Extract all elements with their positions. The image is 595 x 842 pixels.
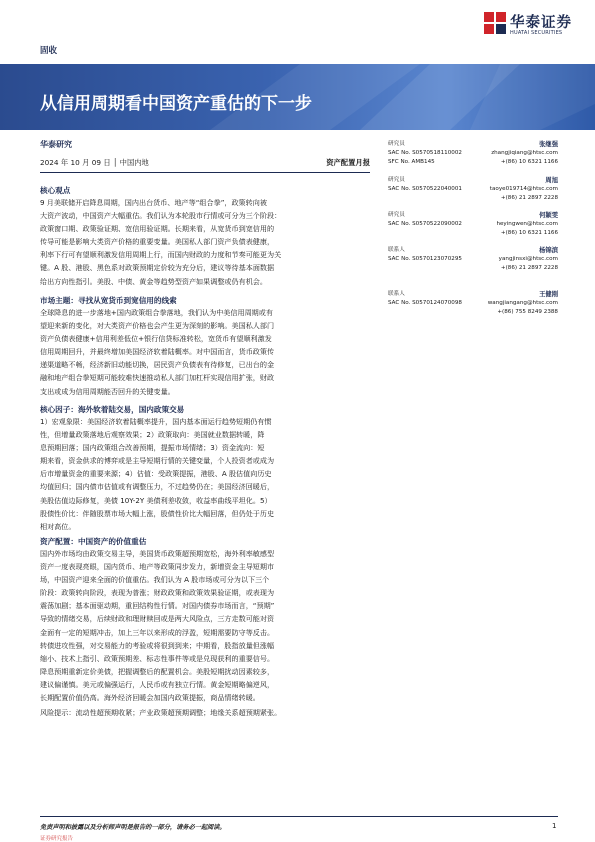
analyst-sac: SAC No. S0570123070295 [388,256,462,262]
analyst-phone: +(86) 755 8249 2388 [497,309,558,315]
analyst-role: 研究员 [388,177,405,183]
analyst-email[interactable]: yangjinsxi@htsc.com [498,256,558,262]
analyst-panel [388,140,558,350]
analyst-email[interactable]: taoye019714@htsc.com [489,186,558,192]
analyst-phone: +(86) 21 2897 2228 [500,195,558,201]
text-line: 长期配置价值仍高。海外经济回暖会加国内政策提振，商品情绪转暖。 [40,693,260,703]
section-heading-core-factors: 核心因子：海外软着陆交易，国内政策交易 [40,405,185,414]
text-line: 利率下行可有望顺利激发信用周期上行，而国内财政的力度和节奏可能更为关 [40,250,282,260]
text-line: 导致的情绪交易，后续财政和理财赎回或是两大风险点，三方走数可能对资 [40,614,275,624]
meta-row [40,156,370,173]
text-line: 建议偏谨慎。美元或偏强运行，人民币或有独立行情。黄金短期略偏逆风， [40,679,275,689]
analyst-sac: SAC No. S0570522090002 [388,221,462,227]
report-type: 资产配置月报 [326,158,370,167]
text-line: 震荡加剧；基本面驱动期，重回结构性行情。对国内债券市场而言，“预期” [40,601,275,611]
analyst-sac: SAC No. S0570124070098 [388,300,462,306]
text-line: 缩小、技术上指引、政策预期差、标志性事件等或是兑现获利的重要信号。 [40,653,275,663]
section-body-market-theme [40,306,372,398]
text-line: 支出或成为信用周期能否回升的关键变量。 [40,386,175,396]
title-banner [0,64,595,130]
logo-text-cn: 华泰证券 [510,15,572,31]
analyst-name: 王健刚 [539,291,558,298]
footer-divider [40,816,558,817]
analyst-phone: +(86) 10 6321 1166 [500,159,558,165]
analyst-name: 杨锦滨 [539,247,558,254]
research-org: 华泰研究 [40,140,72,149]
section-body-core-factors [40,415,372,533]
text-line: 风险提示：流动性超预期收紧；产业政策超预期调整；地缘关系超预期紧张。 [40,708,282,717]
section-heading-asset-allocation: 资产配置：中国资产的价值重估 [40,537,147,546]
text-line: 美股估值边际修复，美债 10Y-2Y 美债利差收敛，收益率曲线平坦化。5） [40,495,272,505]
text-line: 键。A 股、港股、黑色系对政策预期定价较为充分后，建议等待基本面数据 [40,263,275,273]
analyst-email[interactable]: heyingwen@htsc.com [496,221,558,227]
section-heading-core-view: 核心观点 [40,186,71,195]
analyst-phone: +(86) 21 2897 2228 [500,265,558,271]
text-line: 1）宏观象限：美国经济软着陆概率提升，国内基本面运行趋势短期仍有惯 [40,417,272,426]
analyst-sfc: SFC No. AMB145 [388,159,435,165]
report-title: 从信用周期看中国资产重估的下一步 [40,94,312,114]
analyst-card [388,290,558,350]
text-line: 均值回归；国内债市估值或有调整压力，不过趋势仍在；美国经济回暖后， [40,482,275,492]
text-line: 后市增量资金的重要来源；4）估值：受政策提振，港股、A 股估值向历史 [40,469,272,479]
analyst-name: 周旭 [545,177,558,184]
analyst-name: 何颖雯 [539,212,558,219]
analyst-role: 研究员 [388,141,405,147]
analyst-role: 研究员 [388,212,405,218]
text-line: 性，但增量政策落地后观察效果；2）政策取向：美国就业数据转暖，降 [40,430,265,440]
text-line: 相对高位。 [40,521,76,531]
text-line: 资产负债表健康+信用利差低位+银行信贷标准转松，宽货币有望顺利激发 [40,334,272,344]
text-line: 金面有一定的短期冲击，加上三年以来形成的浮盈，短期需要防守等反击。 [40,627,275,637]
analyst-role: 联系人 [388,291,405,297]
footer-stamp: 证券研究报告 [40,836,74,842]
text-line: 大资产波动，中国资产大幅重估。我们认为本轮股市行情或可分为三个阶段： [40,211,282,221]
analyst-sac: SAC No. S0570518110002 [388,150,462,156]
report-date: 2024 年 10 月 09 日 │ 中国内地 [40,158,149,167]
analyst-phone: +(86) 10 6321 1166 [500,230,558,236]
text-line: 转债进攻性强，对交易能力的考验或将很到到来；中期看，股指放量但涨幅 [40,640,275,650]
text-line: 政策窗口期、政策验证期、宽信用验证期。长期来看，从宽货币到宽信用的 [40,224,275,234]
text-line: 全球降息的进一步落地+国内政策组合拳落地，我们认为中美信用周期或有 [40,308,273,317]
logo-text-en: HUATAI SECURITIES [510,30,563,36]
analyst-sac: SAC No. S0570522040001 [388,186,462,192]
text-line: 期来看，资金供求的博弈或是主导短期行情的关键变量，个人投资者或成为 [40,456,275,466]
report-category: 固收 [40,46,58,56]
text-line: 资产一度表现亮眼，国内货币、地产等政策同步发力，新增资金主导短期市 [40,562,275,572]
analyst-name: 张继强 [539,141,558,148]
text-line: 国内外市场均由政策交易主导，美国货币政策超预期宽松，海外利率敏感型 [40,549,275,558]
text-line: 场，中国资产迎来全面的价值重估。我们认为 A 股市场或可分为以下三个 [40,575,270,585]
text-line: 阶段：政策转向阶段，表现为普涨；财政政策和政策效果验证期，或表现为 [40,588,275,598]
text-line: 望迎来新的变化，对大类资产价格也会产生更为深刻的影响。美国私人部门 [40,321,275,331]
text-line: 股债性价比：伴随股票市场大幅上涨，股债性价比大幅回落，但仍处于历史 [40,508,275,518]
analyst-email[interactable]: wangjiangang@htsc.com [487,300,558,306]
text-line: 降息预期重新定价美债，把握调整后的配置机会。美股短期扰动因素较多， [40,666,275,676]
text-line: 传导可能是影响大类资产价格的重要变量。美国私人部门资产负债表健康， [40,237,275,247]
risk-warning [40,706,372,719]
section-body-asset-allocation [40,547,372,704]
analyst-role: 联系人 [388,247,405,253]
text-line: 息预期回落；国内政策组合改善预期，提振市场情绪；3）资金流向：短 [40,443,265,453]
text-line: 给出方向性指引。美股、中债、黄金等趋势型资产如果调整或仍有机会。 [40,276,267,286]
section-heading-market-theme: 市场主题：寻找从宽货币到宽信用的线索 [40,296,177,305]
text-line: 递渠道略不畅，经济新旧动能切换，居民资产负债表有待修复，已出台的金 [40,360,275,370]
brand-logo [484,10,578,40]
huatai-logo-icon [484,12,506,34]
text-line: 9 月美联储开启降息周期，国内出台货币、地产等“组合拳”，政策转向被 [40,198,267,207]
section-body-core-view [40,196,372,288]
text-line: 信用周期回升，并最终增加美国经济软着陆概率。对中国而言，货币政策传 [40,347,275,357]
text-line: 融和地产组合拳短期可能较难快速推动私人部门加杠杆实现信用扩张，财政 [40,373,275,383]
page-number: 1 [552,822,557,830]
footer-disclaimer: 免责声明和披露以及分析师声明是报告的一部分，请务必一起阅读。 [40,824,226,831]
analyst-email[interactable]: zhangjiqiang@htsc.com [491,150,558,156]
